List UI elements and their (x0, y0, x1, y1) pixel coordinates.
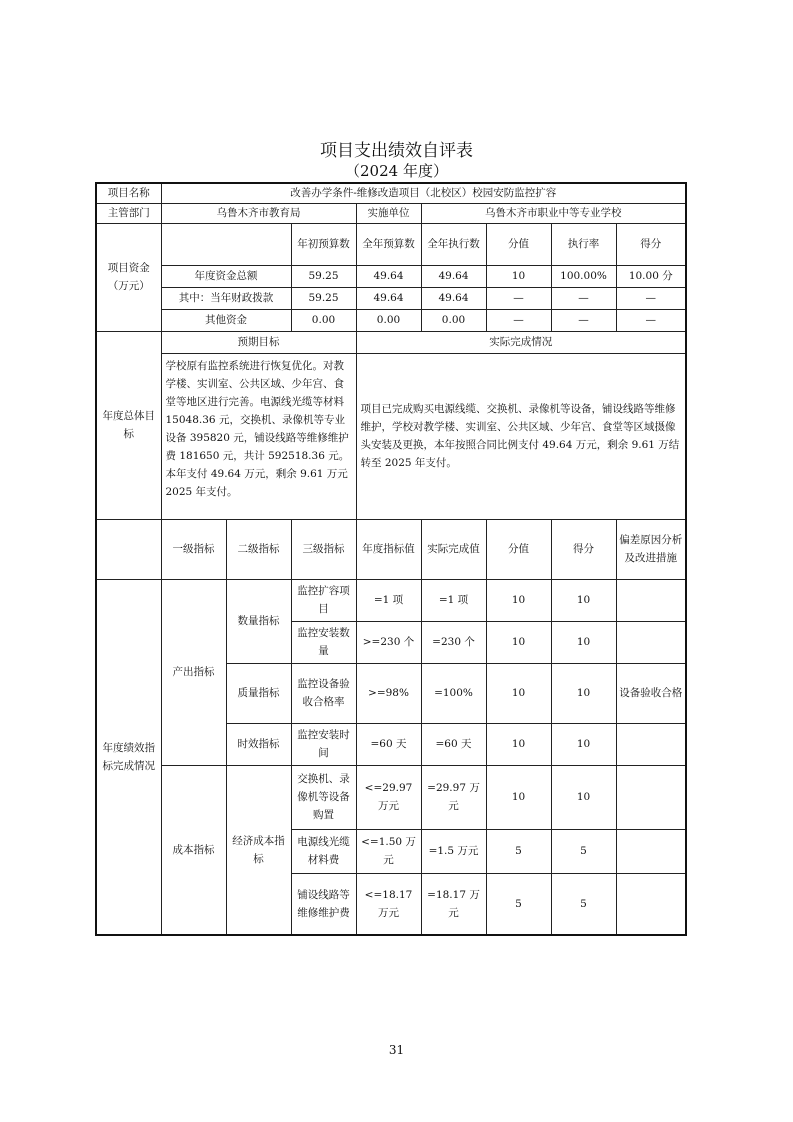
indicator-header: 三级指标 (291, 519, 356, 579)
funds-cell: 59.25 (291, 287, 356, 309)
indicator-target: =60 天 (356, 723, 421, 765)
funds-cell: 0.00 (291, 309, 356, 331)
indicator-score: 10 (486, 723, 551, 765)
indicator-target: <=1.50 万元 (356, 829, 421, 873)
indicator-target: >=98% (356, 663, 421, 723)
funds-cell: — (551, 309, 616, 331)
indicator-got: 10 (551, 765, 616, 829)
funds-cell: — (616, 309, 686, 331)
indicator-got: 10 (551, 663, 616, 723)
indicator-score: 10 (486, 765, 551, 829)
econ-indicator-label: 经济成本指标 (226, 765, 291, 935)
indicator-blank-header (96, 519, 161, 579)
actual-result-header: 实际完成情况 (356, 331, 686, 353)
funds-cell: 10.00 分 (616, 265, 686, 287)
funds-row-name: 其中：当年财政拨款 (161, 287, 291, 309)
dept-label: 主管部门 (96, 203, 161, 223)
indicator-actual: =18.17 万元 (421, 873, 486, 935)
indicator-header: 得分 (551, 519, 616, 579)
page-number: 31 (388, 1043, 405, 1057)
indicator-note (616, 621, 686, 663)
indicator-got: 10 (551, 723, 616, 765)
funds-cell: 49.64 (421, 287, 486, 309)
funds-header: 年初预算数 (291, 223, 356, 265)
indicator-target: =1 项 (356, 579, 421, 621)
expected-goal-header: 预期目标 (161, 331, 356, 353)
funds-header: 全年预算数 (356, 223, 421, 265)
indicator-header: 分值 (486, 519, 551, 579)
indicator-got: 10 (551, 621, 616, 663)
indicator-score: 5 (486, 873, 551, 935)
indicator-got: 5 (551, 873, 616, 935)
indicator-actual: =1 项 (421, 579, 486, 621)
indicator-target: >=230 个 (356, 621, 421, 663)
indicator-score: 10 (486, 579, 551, 621)
funds-row-name: 年度资金总额 (161, 265, 291, 287)
unit-value: 乌鲁木齐市职业中等专业学校 (421, 203, 686, 223)
indicator-c3: 铺设线路等维修维护费 (291, 873, 356, 935)
indicator-got: 5 (551, 829, 616, 873)
indicator-section-label: 年度绩效指标完成情况 (96, 579, 161, 935)
quantity-indicator-label: 数量指标 (226, 579, 291, 663)
indicator-actual: =60 天 (421, 723, 486, 765)
indicator-target: <=29.97 万元 (356, 765, 421, 829)
funds-cell: — (486, 309, 551, 331)
cost-indicator-label: 成本指标 (161, 765, 226, 935)
page-title: 项目支出绩效自评表 (320, 141, 473, 161)
indicator-score: 10 (486, 663, 551, 723)
indicator-actual: =230 个 (421, 621, 486, 663)
indicator-c3: 电源线光缆材料费 (291, 829, 356, 873)
dept-value: 乌鲁木齐市教育局 (161, 203, 356, 223)
indicator-c3: 交换机、录像机等设备购置 (291, 765, 356, 829)
quality-indicator-label: 质量指标 (226, 663, 291, 723)
funds-blank-header (161, 223, 291, 265)
actual-result-text: 项目已完成购买电源线缆、交换机、录像机等设备，铺设线路等维修维护，学校对教学楼、实训室、公共区域、少年宫、食堂等区域摄像头安装及更换，本年按照合同比例支付 49.64 万元，剩余 9.61 万结转至 2025 年支付。 (356, 353, 686, 519)
funds-header: 得分 (616, 223, 686, 265)
indicator-score: 5 (486, 829, 551, 873)
funds-cell: 59.25 (291, 265, 356, 287)
funds-cell: — (616, 287, 686, 309)
output-indicator-label: 产出指标 (161, 579, 226, 765)
indicator-note (616, 723, 686, 765)
indicator-score: 10 (486, 621, 551, 663)
evaluation-table (95, 182, 687, 936)
indicator-header: 偏差原因分析及改进措施 (616, 519, 686, 579)
indicator-got: 10 (551, 579, 616, 621)
unit-label: 实施单位 (356, 203, 421, 223)
indicator-actual: =100% (421, 663, 486, 723)
funds-header: 分值 (486, 223, 551, 265)
time-indicator-label: 时效指标 (226, 723, 291, 765)
funds-cell: 49.64 (356, 265, 421, 287)
indicator-c3: 监控扩容项目 (291, 579, 356, 621)
indicator-note (616, 873, 686, 935)
indicator-actual: =1.5 万元 (421, 829, 486, 873)
funds-cell: 10 (486, 265, 551, 287)
funds-header: 全年执行数 (421, 223, 486, 265)
indicator-note (616, 579, 686, 621)
indicator-header: 二级指标 (226, 519, 291, 579)
goal-label: 年度总体目标 (96, 331, 161, 519)
project-name-label: 项目名称 (96, 183, 161, 203)
indicator-c3: 监控安装时间 (291, 723, 356, 765)
indicator-actual: =29.97 万元 (421, 765, 486, 829)
indicator-header: 一级指标 (161, 519, 226, 579)
funds-header: 执行率 (551, 223, 616, 265)
funds-row-name: 其他资金 (161, 309, 291, 331)
indicator-header: 年度指标值 (356, 519, 421, 579)
expected-goal-text: 学校原有监控系统进行恢复优化。对教学楼、实训室、公共区域、少年宫、食堂等地区进行完善。电源线光缆等材料 15048.36 元，交换机、录像机等专业设备 395820 元，铺设线路等维修维护费 181650 元，共计 592518.36 元。本年支付 49.64 万元，剩余 9.61 万元 2025 年支付。 (161, 353, 356, 519)
funds-cell: 49.64 (421, 265, 486, 287)
funds-cell: — (551, 287, 616, 309)
indicator-c3: 监控设备验收合格率 (291, 663, 356, 723)
indicator-c3: 监控安装数量 (291, 621, 356, 663)
indicator-note (616, 765, 686, 829)
funds-cell: 0.00 (421, 309, 486, 331)
page-subtitle: （2024 年度） (345, 162, 448, 180)
indicator-target: <=18.17 万元 (356, 873, 421, 935)
funds-cell: — (486, 287, 551, 309)
funds-cell: 100.00% (551, 265, 616, 287)
funds-cell: 0.00 (356, 309, 421, 331)
indicator-note: 设备验收合格 (616, 663, 686, 723)
project-name: 改善办学条件-维修改造项目（北校区）校园安防监控扩容 (161, 183, 686, 203)
funds-label: 项目资金（万元） (96, 223, 161, 331)
indicator-header: 实际完成值 (421, 519, 486, 579)
funds-cell: 49.64 (356, 287, 421, 309)
indicator-note (616, 829, 686, 873)
